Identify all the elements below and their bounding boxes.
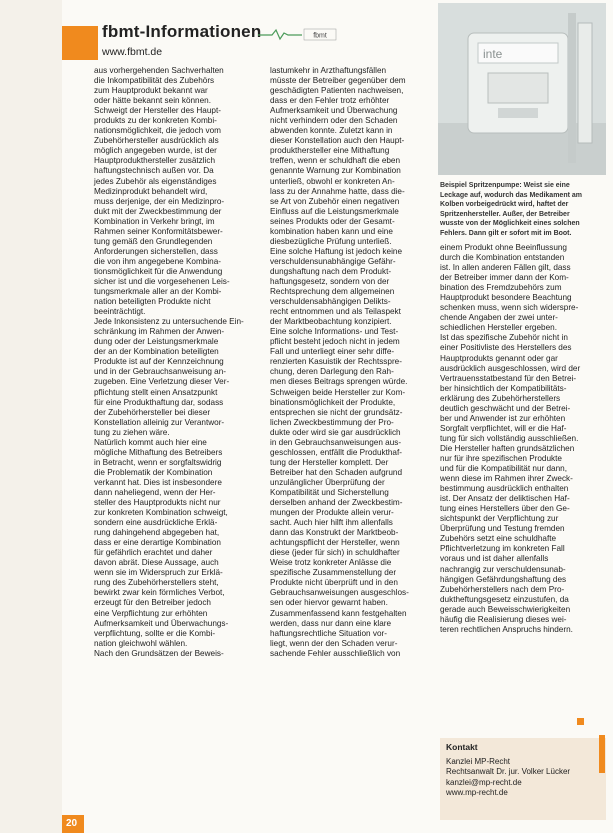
brand-title: fbmt-Informationen xyxy=(102,22,262,41)
contact-lawyer: Rechtsanwalt Dr. jur. Volker Lücker xyxy=(446,767,571,777)
article-column-1: aus vorhergehenden Sachverhalten die Inkompatibilität des Zubehörs zum Hauptprodukt bekannt war oder hätte bekannt sein können. Schweigt der Hersteller des Haupt- produkts zu der konkreten Kombi- nationsmöglichkeit, die jedoch vom Zubehörhersteller ausdrücklich als möglich angegeben wurde, ist der Hauptprodukthersteller zusätzlich haftungstechnisch außen vor. Da jedes Zubehör als eigenständiges Medizinprodukt behandelt wird, muss derjenige, der ein Medizinpro- dukt mit der Zweckbestimmung der Kombination in Verkehr bringt, im Rahmen seiner Konformitätsbewer- tung gemäß den Grundlegenden Anforderungen sicherstellen, dass die von ihm angegebene Kombina- tionsmöglichkeit für die Anwendung sicher ist und die vorgesehenen Leis- tungsmerkmale aller an der Kombi- nation beteiligten Produkte nicht beeinträchtigt. Jede Inkonsistenz zu untersuchende Ein- schränkung im Rahmen der Anwen- dung oder der Leistungsmerkmale der an der Kombination beteiligten Produkte ist auf der Kennzeichnung und in der Gebrauchsanweisung an- zugeben. Eine Verletzung dieser Ver- pflichtung stellt einen Ansatzpunkt für eine Produkthaftung dar, sodass der Zubehörhersteller bei dieser Konstellation alleinig zur Verantwor- tung zu ziehen wäre. Natürlich kommt auch hier eine mögliche Mithaftung des Betreibers in Betracht, wenn er sorgfaltswidrig die Problematik der Kombination verkannt hat. Dies ist insbesondere dann naheliegend, wenn der Her- steller des Hauptprodukts nicht nur zur konkreten Kombination schweigt, sondern eine ausdrückliche Erklä- rung dahingehend abgegeben hat, dass er eine derartige Kombination für gefährlich erachtet und daher davon abrät. Diese Aussage, auch wenn sie im Widerspruch zur Erklä- rung des Zubehörherstellers steht, bewirkt zwar kein förmliches Verbot, erzeugt für den Betreiber jedoch eine Verpflichtung zur erhöhten Aufmerksamkeit und Überwachungs- verpflichtung, sollte er die Kombi- nation gleichwohl wählen. Nach den Grundsätzen der Beweis- xyxy=(94,66,244,658)
contact-title: Kontakt xyxy=(446,742,478,752)
photo-caption: Beispiel Spritzenpumpe: Weist sie eine Leckage auf, wodurch das Medikament am Kolben vorbeigedrückt wird, haftet der Spritzenhersteller. Außer, der Betreiber wusste von der Möglichkeit eines solchen Fehlers. Dann gilt er sofort mit im Boot. xyxy=(440,182,582,237)
page-number: 20 xyxy=(66,818,78,829)
contact-firm: Kanzlei MP-Recht xyxy=(446,757,511,766)
header-url[interactable]: www.fbmt.de xyxy=(102,46,163,58)
page-margin-left xyxy=(0,0,62,833)
article-column-2: lastumkehr in Arzthaftungsfällen müsste der Betreiber gegenüber dem geschädigten Patienten nachweisen, dass er den Fehler trotz erhöhter Aufmerksamkeit und Überwachung nicht verhindern oder den Schaden abwenden konnte. Zuletzt kann in dieser Konstellation auch den Haupt- produkthersteller eine Mithaftung treffen, wenn er schuldhaft die eben genannte Warnung zur Kombination unterließ, obwohl er konkreten An- lass zu der Annahme hatte, dass die- se Art von Zubehör einen negativen Einfluss auf die Leistungsmerkmale seines Produkts oder der Gesamt- kombination haben kann und eine diesbezügliche Prüfung unterließ. Eine solche Haftung ist jedoch keine verschuldensunabhängige Gefähr- dungshaftung nach dem Produkt- haftungsgesetz, sondern von der Rechtsprechung dem allgemeinen verschuldensabhängigen Delikts- recht entnommen und als Teilaspekt der Marktbeobachtung konzipiert. Eine solche Informations- und Test- pflicht besteht jedoch nicht in jedem Fall und unterliegt einer sehr diffe- renzierten Kasuistik der Rechtsspre- chung, deren Darlegung den Rah- men dieses Beitrags sprengen würde. Schweigen beide Hersteller zur Kom- binationsmöglichkeit der Produkte, entsprechen sie nicht der grundsätz- lichen Zweckbestimmung der Pro- dukte oder wird sie gar ausdrücklich in den Gebrauchsanweisungen aus- geschlossen, entfällt die Produkthaf- tung der Hersteller komplett. Der Betreiber hat den Schaden aufgrund unzulänglicher Überprüfung der Kompatibilität und Sicherstellung derselben anhand der Zweckbestim- mungen der Produkte allein verur- sacht. Auch hier hilft ihm allenfalls dann das Konstrukt der Marktbeob- achtungspflicht der Hersteller, wenn diese (jeder für sich) in schuldhafter Weise trotz konkreter Anlässe die spezifische Zusammenstellung der Produkte nicht überprüft und in den Gebrauchsanweisungen ausgeschlos- sen oder hiervor gewarnt haben. Zusammenfassend kann festgehalten werden, dass nur dann eine klare haftungsrechtliche Situation vor- liegt, wenn der den Schaden verur- sachende Fehler ausschließlich von xyxy=(270,66,409,658)
pulse-logo-icon xyxy=(258,27,338,41)
photo-label: inte xyxy=(483,47,503,61)
article-column-3: einem Produkt ohne Beeinflussung durch die Kombination entstanden ist. In allen anderen Fällen gilt, dass der Betreiber immer dann der Kom- bination des Fremdzubehörs zum Hauptprodukt besondere Beachtung schenken muss, wenn sich widerspre- chende Angaben der zwei unter- schiedlichen Hersteller ergeben. Ist das spezifische Zubehör nicht in einer Positivliste des Herstellers des Hauptprodukts genannt oder gar ausdrücklich ausgeschlossen, wird der Vertrauensstatbestand für den Betrei- ber hinsichtlich der Kompatibilitäts- erklärung des Zubehörherstellers deutlich geschwächt und der Betrei- ber und Anwender ist zur erhöhten Sorgfalt verpflichtet, will er die Haf- tung für sich vollständig ausschließen. Die Hersteller haften grundsätzlichen nur für ihre spezifischen Produkte und für die Kompatibilität nur dann, wenn diese im Rahmen ihrer Zweck- bestimmung ausdrücklich enthalten ist. Der Ansatz der deliktischen Haf- tung eines Herstellers über den Ge- sichtspunkt der Verpflichtung zur Überprüfung und Testung fremden Zubehörs setzt eine schuldhafte Pflichtverletzung im konkreten Fall voraus und ist daher allenfalls nachrangig zur verschuldensunab- hängigen Gefährdungshaftung des Zubehörherstellers nach dem Pro- duktheftungsgesetz einzustufen, da gerade auch Beweisschwierigkeiten häufig die Realisierung dieses wei- teren rechtlichen Anspruchs hindern. xyxy=(440,243,581,634)
syringe-pump-photo xyxy=(438,3,606,175)
header-accent-block xyxy=(62,26,98,60)
contact-website[interactable]: www.mp-recht.de xyxy=(446,788,508,798)
logo-tag: fbmt xyxy=(313,32,327,40)
article-end-mark xyxy=(577,718,584,725)
contact-email[interactable]: kanzlei@mp-recht.de xyxy=(446,777,522,787)
contact-lines xyxy=(446,757,604,799)
